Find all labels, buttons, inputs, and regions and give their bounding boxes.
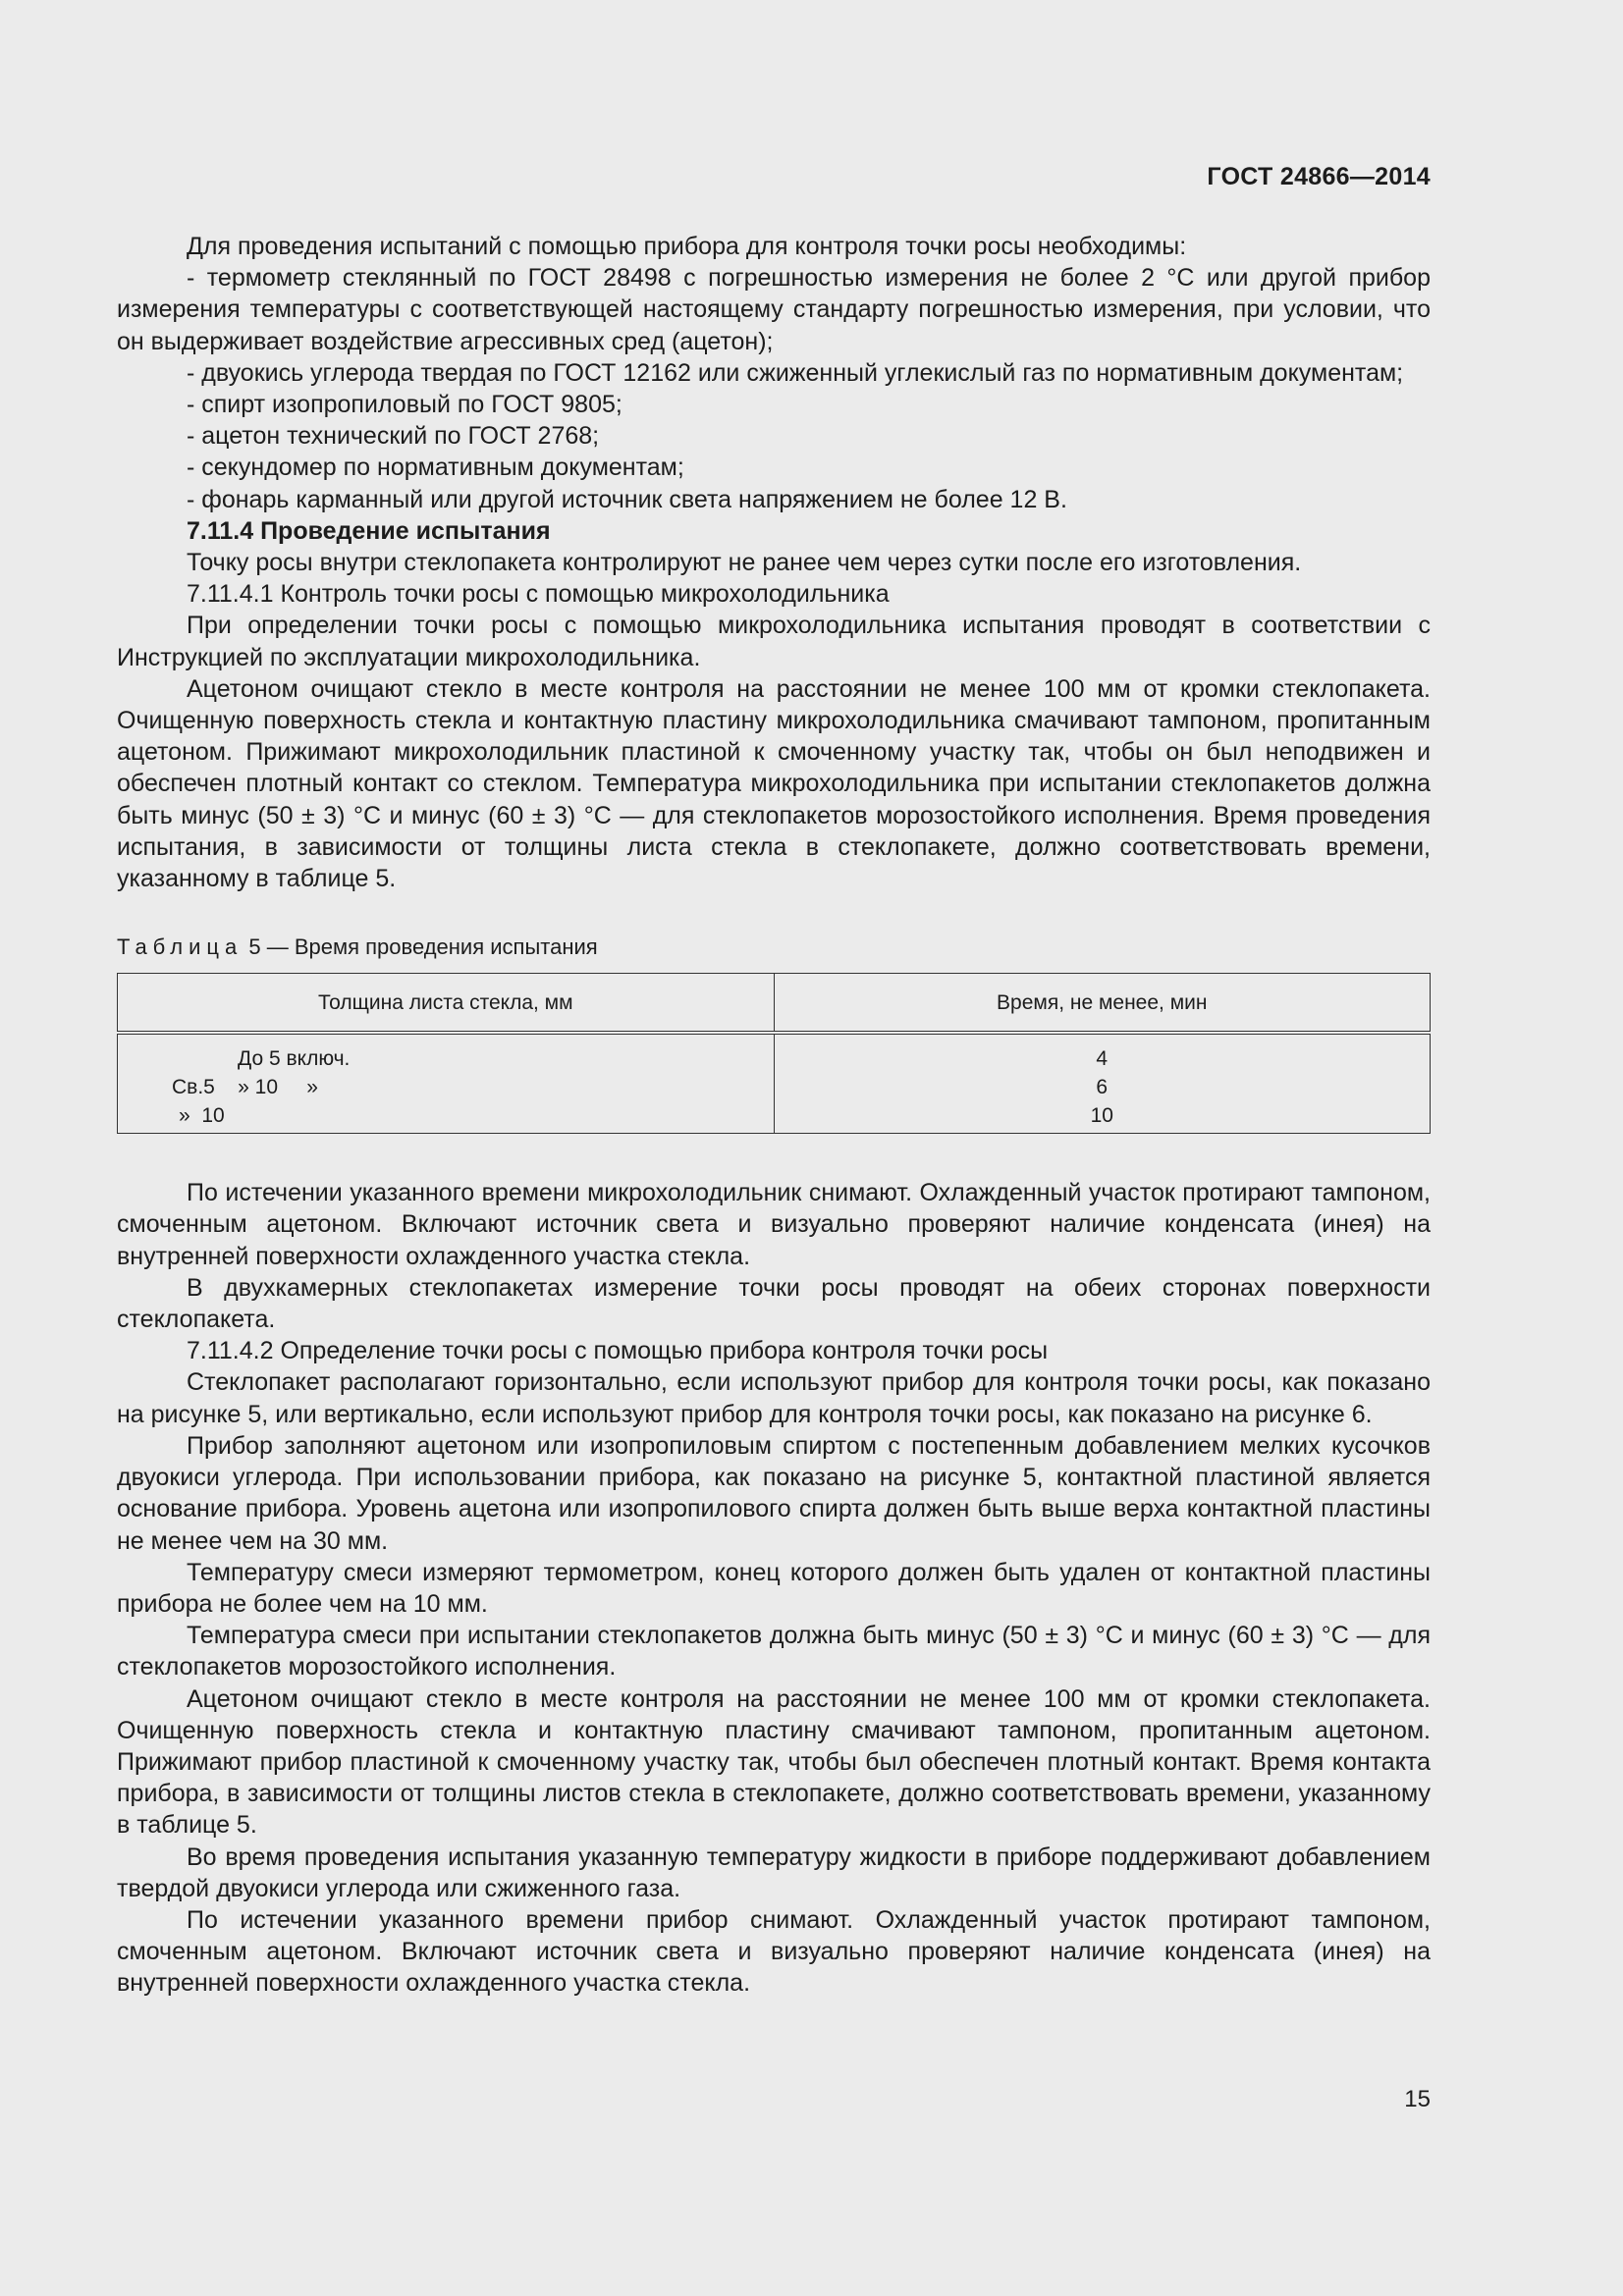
list-item: - ацетон технический по ГОСТ 2768;: [187, 422, 600, 451]
intro-paragraph: Для проведения испытаний с помощью прибора для контроля точки росы необходимы:: [187, 233, 1187, 260]
equipment-list: [117, 262, 1431, 515]
paragraph: Температуру смеси измеряют термометром, конец которого должен быть удален от контактной пластины прибора не более чем на 10 мм.: [117, 1558, 1431, 1618]
paragraph: Стеклопакет располагают горизонтально, если используют прибор для контроля точки росы, как показано на рисунке 5, или вертикально, если используют прибор для контроля точки росы, как показано на рисунке 6.: [117, 1368, 1431, 1428]
table-header-row: [118, 974, 1431, 1034]
paragraph: При определении точки росы с помощью микрохолодильника испытания проводят в соответствии с Инструкцией по эксплуатации микрохолодильника.: [117, 612, 1431, 671]
time-cell: 6: [774, 1073, 1431, 1101]
table-caption-title: 5 — Время проведения испытания: [243, 934, 598, 960]
paragraph: Ацетоном очищают стекло в месте контроля на расстоянии не менее 100 мм от кромки стеклопакета. Очищенную поверхность стекла и контактную пластину микрохолодильника смачивают тампоном, пропитанным ацетоном. Прижимают микрохолодильник пластиной к смоченному участку так, чтобы он был неподвижен и обеспечен плотный контакт со стеклом. Температура микрохолодильника при испытании стеклопакетов должна быть минус (50 ± 3) °С и минус (60 ± 3) °С — для стеклопакетов морозостойкого исполнения. Время проведения испытания, в зависимости от толщины листа стекла в стеклопакете, должно соответствовать времени, указанному в таблице 5.: [117, 674, 1431, 893]
paragraph: Температура смеси при испытании стеклопакетов должна быть минус (50 ± 3) °С и минус (60 ± 3) °С — для стеклопакетов морозостойкого исполнения.: [117, 1622, 1431, 1682]
time-cell: 10: [774, 1101, 1431, 1134]
table-caption: [117, 934, 1431, 961]
table-caption-label: Таблица: [117, 934, 243, 960]
paragraph: В двухкамерных стеклопакетах измерение точки росы проводят на обеих сторонах поверхности стеклопакета.: [117, 1273, 1431, 1334]
thickness-cell: Св.5 » 10 »: [172, 1076, 318, 1099]
paragraph: Прибор заполняют ацетоном или изопропиловым спиртом с постепенным добавлением мелких кусочков двуокиси углерода. При использовании прибора, как показано на рисунке 5, контактной пластиной является основание прибора. Уровень ацетона или изопропилового спирта должен быть выше верха контактной пластины не менее чем на 30 мм.: [117, 1431, 1431, 1555]
thickness-cell: » 10: [179, 1104, 225, 1128]
section-heading-7-11-4: 7.11.4 Проведение испытания: [187, 516, 551, 545]
paragraph: Точку росы внутри стеклопакета контролируют не ранее чем через сутки после его изготовления.: [187, 549, 1302, 577]
list-item: - термометр стеклянный по ГОСТ 28498 с погрешностью измерения не более 2 °С или другой прибор измерения температуры с соответствующей настоящему стандарту погрешностью измерения, при условии, что он выдерживает воздействие агрессивных сред (ацетон);: [117, 264, 1431, 355]
column-header-thickness: Толщина листа стекла, мм: [118, 974, 775, 1034]
column-header-time: Время, не менее, мин: [774, 974, 1431, 1034]
subsection-heading-7-11-4-2: 7.11.4.2 Определение точки росы с помощью прибора контроля точки росы: [187, 1337, 1049, 1365]
after-table-text: [117, 1177, 1431, 1999]
table-5: [117, 973, 1431, 1134]
document-code-header: ГОСТ 24866—2014: [1207, 163, 1431, 190]
list-item: - двуокись углерода твердая по ГОСТ 12162 или сжиженный углекислый газ по нормативным документам;: [187, 358, 1404, 387]
list-item: - спирт изопропиловый по ГОСТ 9805;: [187, 391, 622, 419]
table-row: [118, 1073, 1431, 1101]
paragraph: По истечении указанного времени прибор снимают. Охлажденный участок протирают тампоном, смоченным ацетоном. Включают источник света и визуально проверяют наличие конденсата (инея) на внутренней поверхности охлажденного участка стекла.: [117, 1905, 1431, 1998]
time-cell: 4: [774, 1033, 1431, 1073]
table-row: [118, 1033, 1431, 1073]
list-item: - фонарь карманный или другой источник света напряжением не более 12 В.: [187, 485, 1067, 513]
page-body: [117, 231, 1431, 2000]
table-row: [118, 1101, 1431, 1134]
subsection-heading-7-11-4-1: 7.11.4.1 Контроль точки росы с помощью микрохолодильника: [187, 580, 890, 609]
list-item: - секундомер по нормативным документам;: [187, 454, 684, 482]
paragraph: По истечении указанного времени микрохолодильник снимают. Охлажденный участок протирают тампоном, смоченным ацетоном. Включают источник света и визуально проверяют наличие конденсата (инея) на внутренней поверхности охлажденного участка стекла.: [117, 1179, 1431, 1270]
paragraph: Во время проведения испытания указанную температуру жидкости в приборе поддерживают добавлением твердой двуокиси углерода или сжиженного газа.: [117, 1842, 1431, 1902]
page-number: 15: [1404, 2086, 1431, 2112]
paragraph: Ацетоном очищают стекло в месте контроля на расстоянии не менее 100 мм от кромки стеклопакета. Очищенную поверхность стекла и контактную пластину смачивают тампоном, пропитанным ацетоном. Прижимают прибор пластиной к смоченному участку так, чтобы был обеспечен плотный контакт. Время контакта прибора, в зависимости от толщины листов стекла в стеклопакете, должно соответствовать времени, указанному в таблице 5.: [117, 1684, 1431, 1840]
thickness-cell: До 5 включ.: [238, 1047, 351, 1071]
